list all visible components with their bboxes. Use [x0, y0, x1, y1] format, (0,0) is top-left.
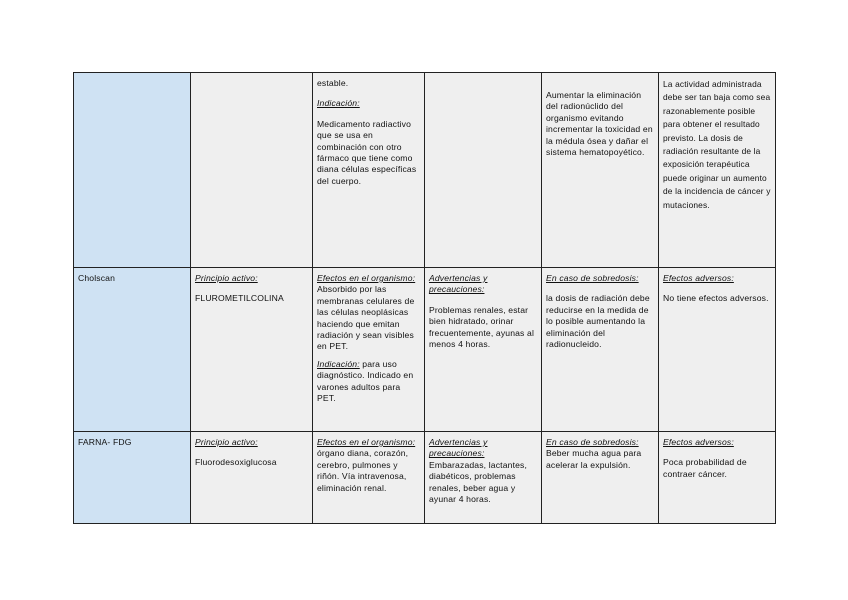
adversos-cell	[659, 432, 776, 524]
advertencias-cell	[425, 432, 542, 524]
advertencias-cell	[425, 268, 542, 432]
advertencias-header: Advertencias y precauciones:	[429, 273, 488, 295]
drug-table	[73, 72, 776, 524]
adversos-cell	[659, 268, 776, 432]
efectos-cell	[313, 268, 425, 432]
sobredosis-text: Beber mucha agua para acelerar la expulsión.	[546, 448, 642, 470]
sobredosis-header: En caso de sobredosis:	[546, 437, 639, 447]
indicacion-header: Indicación:	[317, 98, 360, 109]
indicacion-text: para uso diagnóstico. Indicado en varones adultos para PET.	[317, 358, 414, 404]
principio-value: Fluorodesoxiglucosa	[195, 457, 277, 468]
sobredosis-cell	[542, 268, 659, 432]
adversos-header: Efectos adversos:	[663, 273, 734, 283]
efectos-text: órgano diana, corazón, cerebro, pulmones y riñón. Vía intravenosa, eliminación renal.	[317, 448, 409, 493]
principio-cell	[191, 432, 313, 524]
efectos-text: Absorbido por las membranas celulares de las células neoplásicas haciendo que emitan radiación y sean visibles en PET.	[317, 284, 415, 352]
efectos-header: Efectos en el organismo:	[317, 437, 416, 447]
sobredosis-header: En caso de sobredosis:	[546, 273, 639, 283]
drug-name: Cholscan	[78, 273, 116, 283]
sobredosis-text: la dosis de radiación debe reducirse en la medida de lo posible aumentando la eliminación del radionucleido.	[546, 293, 650, 350]
efectos-cell	[313, 432, 425, 524]
adversos-text: La actividad administrada debe ser tan baja como sea razonablemente posible para obtener el resultado previsto. La dosis de radiación resultante de la exposición terapéutica puede originar un aumento de la incidencia de cáncer y mutaciones.	[663, 79, 771, 210]
efectos-header: Efectos en el organismo:	[317, 273, 416, 283]
efectos-cell	[313, 73, 425, 268]
indicacion-header: Indicación:	[317, 358, 360, 369]
efectos-text-continuation: estable.	[317, 78, 349, 88]
advertencias-text: Embarazadas, lactantes, diabéticos, problemas renales, beber agua y ayunar 4 horas.	[429, 459, 528, 505]
advertencias-header: Advertencias y precauciones:	[429, 437, 488, 459]
sobredosis-text: Aumentar la eliminación del radionúclido del organismo evitando incrementar la toxicidad en la médula ósea y dañar el sistema hematopoyético.	[546, 90, 653, 158]
principio-cell	[191, 268, 313, 432]
advertencias-text: Problemas renales, estar bien hidratado, orinar frecuentemente, ayunas al menos 4 horas.	[429, 304, 535, 350]
table-row	[74, 432, 776, 524]
principio-header: Principio activo:	[195, 437, 258, 447]
advertencias-cell	[425, 73, 542, 268]
adversos-header: Efectos adversos:	[663, 437, 734, 447]
principio-cell	[191, 73, 313, 268]
principio-header: Principio activo:	[195, 273, 258, 283]
sobredosis-cell	[542, 432, 659, 524]
adversos-text: Poca probabilidad de contraer cáncer.	[663, 457, 747, 479]
sobredosis-cell	[542, 73, 659, 268]
table-row	[74, 268, 776, 432]
indicacion-text: Medicamento radiactivo que se usa en combinación con otro fármaco que tiene como diana células específicas del cuerpo.	[317, 118, 417, 186]
drug-name-cell	[74, 268, 191, 432]
principio-value: FLUROMETILCOLINA	[195, 293, 284, 304]
drug-name-cell	[74, 432, 191, 524]
adversos-text: No tiene efectos adversos.	[663, 293, 769, 304]
drug-name-cell	[74, 73, 191, 268]
efectos-paragraph	[317, 437, 420, 494]
drug-name: FARNA- FDG	[78, 437, 132, 447]
indicacion-paragraph	[317, 359, 420, 405]
adversos-cell	[659, 73, 776, 268]
table-row	[74, 73, 776, 268]
